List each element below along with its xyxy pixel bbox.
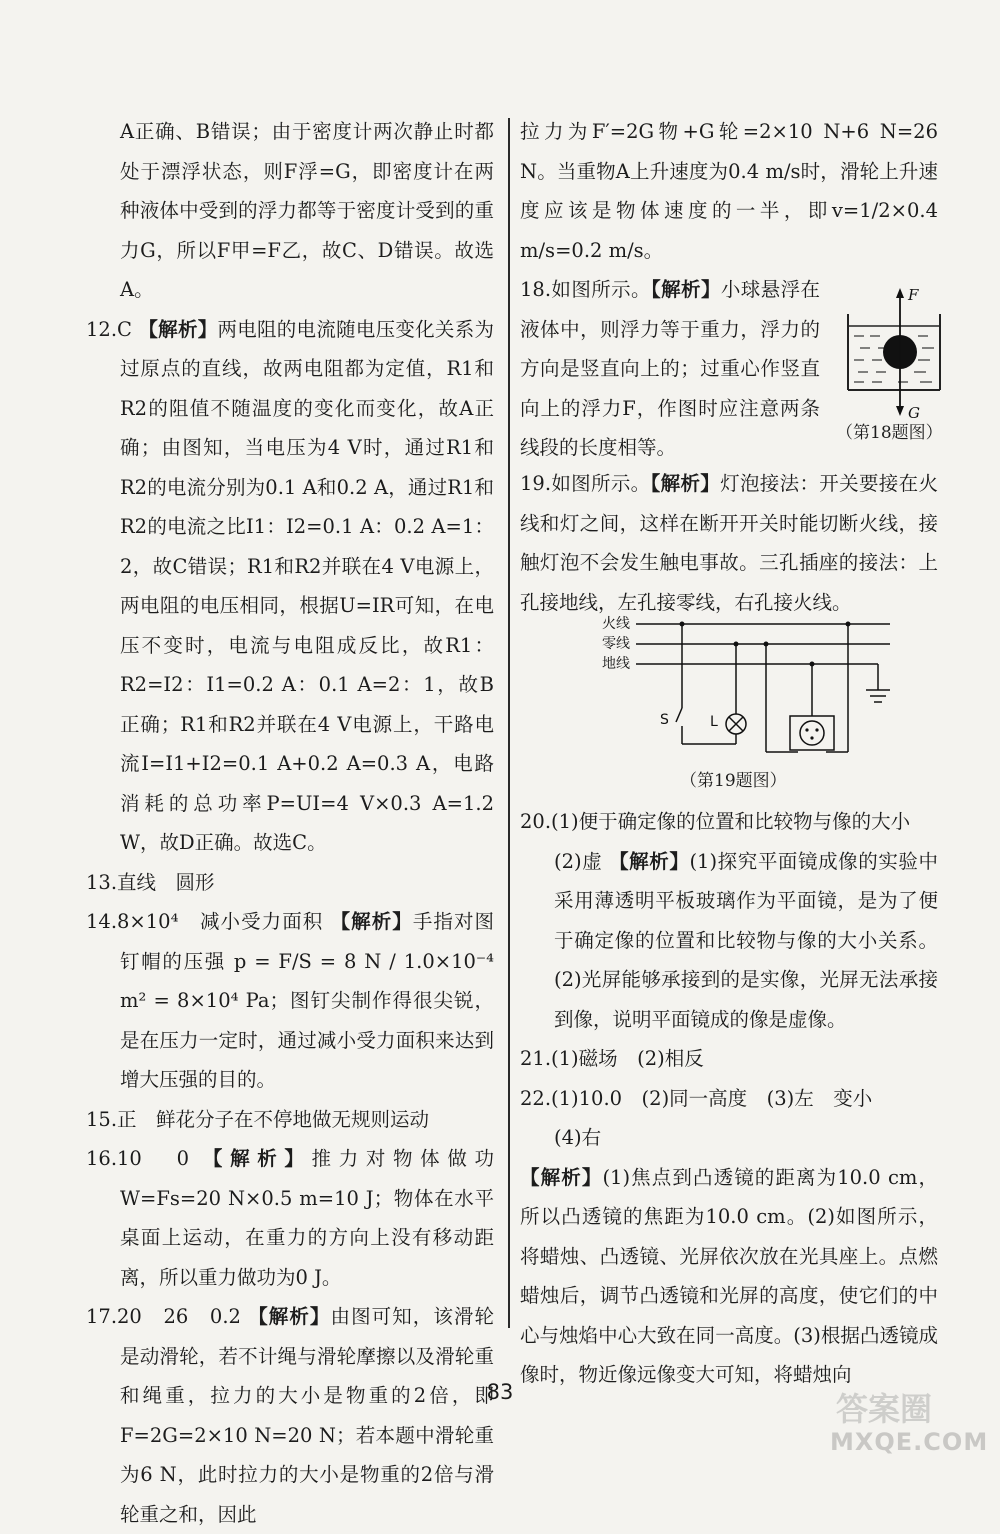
q22-part1: 22.(1)10.0 (2)同一高度 (3)左 变小 bbox=[520, 1086, 873, 1110]
watermark-logo bbox=[830, 1380, 1000, 1470]
junction-switch bbox=[680, 622, 685, 627]
q22-part4: (4)右 bbox=[554, 1126, 602, 1149]
buoyancy-arrowhead bbox=[896, 288, 904, 298]
q17-continuation: 拉力为F′=2G物+G轮=2×10 N+6 N=26 N。当重物A上升速度为0.4 m/s时，滑轮上升速度应该是物体速度的一半，即v=1/2×0.4 m/s=0.2 m/s。 bbox=[520, 120, 938, 262]
junction-socket-ground bbox=[810, 662, 815, 667]
page-number: 83 bbox=[486, 1380, 514, 1404]
junction-lamp bbox=[734, 642, 739, 647]
q22-analysis bbox=[520, 1158, 938, 1395]
q14-analysis-tag: 【解析】 bbox=[330, 910, 413, 933]
q14-head: 14.8×10⁴ 减小受力面积 bbox=[86, 910, 324, 933]
q22-analysis-tag: 【解析】 bbox=[520, 1165, 603, 1189]
socket-hole-left bbox=[805, 728, 808, 731]
watermark-site: MXQE.COM bbox=[830, 1428, 989, 1456]
q16-head: 16.10 0 bbox=[86, 1147, 190, 1170]
switch-lever bbox=[676, 708, 682, 722]
neutral-wire-label: 零线 bbox=[602, 636, 630, 652]
q18-caption: （第18题图） bbox=[836, 423, 943, 443]
q16-analysis-tag: 【解析】 bbox=[202, 1147, 312, 1170]
q18-analysis-tag: 【解析】 bbox=[650, 278, 721, 301]
force-label-g: G bbox=[908, 404, 920, 422]
switch-label: S bbox=[660, 712, 669, 728]
q13-answer: 13.直线 圆形 bbox=[86, 870, 215, 894]
q21-answer: 21.(1)磁场 (2)相反 bbox=[520, 1047, 704, 1070]
q19-body: 灯泡接法：开关要接在火线和灯之间，这样在断开开关时能切断火线，接触灯泡不会发生触电事故。三孔插座的接法：上孔接地线，左孔接零线，右孔接火线。 bbox=[520, 472, 938, 614]
q17-answer bbox=[86, 1297, 494, 1534]
q17-analysis-tag: 【解析】 bbox=[248, 1305, 331, 1328]
q20-part1: 20.(1)便于确定像的位置和比较物与像的大小 bbox=[520, 810, 911, 833]
q18-body: 小球悬浮在液体中，则浮力等于重力，浮力的方向是竖直向上的；过重心作竖直向上的浮力F，作图时应注意两条线段的长度相等。 bbox=[520, 278, 820, 459]
q16-body: 推力对物体做功W=Fs=20 N×0.5 m=10 J；物体在水平桌面上运动，在重力的方向上没有移动距离，所以重力做功为0 J。 bbox=[120, 1147, 494, 1289]
q19-answer bbox=[520, 464, 938, 622]
q18-answer bbox=[520, 270, 820, 468]
q19-head: 19.如图所示。 bbox=[520, 472, 651, 495]
q22-body: (1)焦点到凸透镜的距离为10.0 cm，所以凸透镜的焦距为10.0 cm。(2)如图所示，将蜡烛、凸透镜、光屏依次放在光具座上。点燃蜡烛后，调节凸透镜和光屏的高度，使它们的中心与烛焰中心大致在同一高度。(3)根据凸透镜成像时，物近像远像变大可知，将蜡烛向 bbox=[520, 1165, 938, 1386]
q17-body: 由图可知，该滑轮是动滑轮，若不计绳与滑轮摩擦以及滑轮重和绳重，拉力的大小是物重的2倍，即F=2G=2×10 N=20 N；若本题中滑轮重为6 N，此时拉力的大小是物重的2倍与滑轮重之和，因此 bbox=[120, 1305, 494, 1526]
junction-socket-neutral bbox=[764, 642, 769, 647]
q14-formula: 手指对图钉帽的压强 p = F/S = 8 N / 1.0×10⁻⁴ m² = 8×10⁴ Pa； bbox=[120, 910, 494, 1012]
junction-socket-live bbox=[846, 622, 851, 627]
q14-body: 图钉尖制作得很尖锐，是在压力一定时，通过减小受力面积来达到增大压强的目的。 bbox=[120, 989, 494, 1091]
q14-answer bbox=[86, 902, 494, 1100]
q11-continuation: A正确、B错误；由于密度计两次静止时都处于漂浮状态，则F浮=G，即密度计在两种液体中受到的浮力都等于密度计受到的重力G，所以F甲=F乙，故C、D错误。故选A。 bbox=[120, 120, 494, 301]
socket-face bbox=[800, 721, 824, 745]
q20-body: (1)探究平面镜成像的实验中采用薄透明平板玻璃作为平面镜，是为了便于确定像的位置和比较物与像的大小关系。(2)光屏能够承接到的是实像，光屏无法承接到像，说明平面镜成的像是虚像。 bbox=[554, 849, 938, 1031]
socket-hole-right bbox=[815, 728, 818, 731]
force-label-f: F bbox=[908, 286, 919, 304]
lamp-label: L bbox=[710, 714, 718, 730]
q20-part2 bbox=[520, 842, 938, 1040]
q19-figure bbox=[600, 612, 900, 762]
q12-answer bbox=[86, 310, 494, 863]
gravity-arrowhead bbox=[896, 406, 904, 416]
q19-analysis-tag: 【解析】 bbox=[650, 472, 721, 495]
q18-head: 18.如图所示。 bbox=[520, 278, 651, 301]
live-wire-label: 火线 bbox=[602, 616, 630, 632]
q12-head: 12.C bbox=[86, 317, 132, 341]
q15-answer: 15.正 鲜花分子在不停地做无规则运动 bbox=[86, 1107, 430, 1131]
q12-body: 两电阻的电流随电压变化关系为过原点的直线，故两电阻都为定值，R1和R2的阻值不随温度的变化而变化，故A正确；由图知，当电压为4 V时，通过R1和R2的电流分别为0.1 A和0.2 A，通过R1和R2的电流之比I1：I2=0.1 A：0.2 A=1：2，故C错误；R1和R2并联在4 V电源上，两电阻的电压相同，根据U=IR可知，在电压不变时，电流与电阻成反比，故R1：R2=I2：I1=0.2 A：0.1 A=2：1，故B正确；R1和R2并联在4 V电源上，干路电流I=I1+I2=0.1 A+0.2 A=0.3 A，电路消耗的总功率P=UI=4 V×0.3 A=1.2 W，故D正确。故选C。 bbox=[120, 317, 494, 854]
watermark-brand: 答案圈 bbox=[836, 1390, 933, 1428]
q19-block bbox=[520, 464, 938, 622]
ground-wire-label: 地线 bbox=[602, 656, 630, 672]
q20-analysis-tag: 【解析】 bbox=[609, 849, 690, 873]
column-divider bbox=[508, 118, 510, 1328]
left-column bbox=[86, 112, 494, 1534]
socket-hole-top bbox=[810, 736, 813, 739]
q20-part2-head: (2)虚 bbox=[554, 849, 603, 873]
q19-caption: （第19题图） bbox=[680, 771, 787, 791]
right-column-bottom bbox=[520, 802, 938, 1395]
q16-answer bbox=[86, 1139, 494, 1297]
q12-analysis-tag: 【解析】 bbox=[138, 317, 218, 341]
q17-head: 17.20 26 0.2 bbox=[86, 1305, 241, 1328]
